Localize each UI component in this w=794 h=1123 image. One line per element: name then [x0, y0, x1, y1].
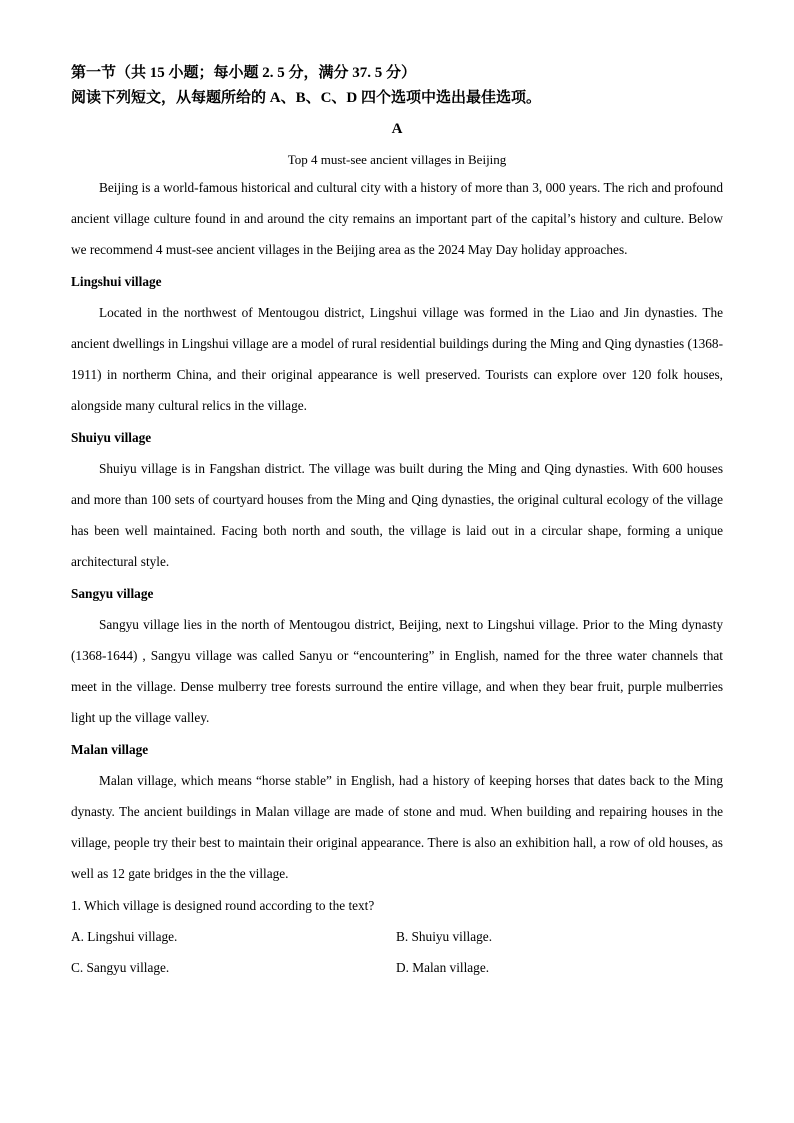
section-heading-malan: Malan village [71, 741, 149, 757]
section-text-sangyu: Sangyu village lies in the north of Mentougou district, Beijing, next to Lingshui village. Prior to the Ming dynasty (1368-1644) , Sangyu village was called Sanyu or “encountering” in English, named for the three water channels that meet in the village. Dense mulberry tree forests surround the entire village, and when they bear fruit, purple mulberries light up the village valley. [71, 616, 723, 726]
passage-title: Top 4 must-see ancient villages in Beijing [287, 152, 507, 167]
section-text-malan: Malan village, which means “horse stable” in English, had a history of keeping horses that dates back to the Ming dynasty. The ancient buildings in Malan village are made of stone and mud. When building and repairing houses in the village, people try their best to maintain their original appearance. There is also an exhibition hall, a row of old houses, as well as 12 gate bridges in the the village. [71, 772, 723, 882]
section-text-lingshui: Located in the northwest of Mentougou district, Lingshui village was formed in the Liao and Jin dynasties. The ancient dwellings in Lingshui village are a model of rural residential buildings during the Ming and Qing dynasties (1368-1911) in northerm China, and their original appearance is well preserved. Tourists can explore over 120 folk houses, alongside many cultural relics in the village. [71, 304, 723, 414]
instruction-text: 阅读下列短文，从每题所给的 A、B、C、D 四个选项中选出最佳选项。 [71, 90, 542, 106]
section-header: 第一节（共 15 小题；每小题 2. 5 分，满分 37. 5 分） [71, 65, 417, 81]
option-a: A. Lingshui village. [71, 928, 178, 944]
section-text-shuiyu: Shuiyu village is in Fangshan district. The village was built during the Ming and Qing dynasties. With 600 houses and more than 100 sets of courtyard houses from the Ming and Qing dynasties, the original cultural ecology of the village has been well maintained. Facing both north and south, the village is laid out in a circular shape, forming a unique architectural style. [71, 460, 723, 570]
section-heading-sangyu: Sangyu village [71, 585, 154, 601]
section-heading-shuiyu: Shuiyu village [71, 429, 152, 445]
answer-options [71, 921, 723, 983]
passage-label: A [391, 121, 403, 137]
question-stem: 1. Which village is designed round according to the text? [71, 897, 375, 913]
option-b: B. Shuiyu village. [396, 928, 493, 944]
section-heading-lingshui: Lingshui village [71, 273, 162, 289]
intro-paragraph: Beijing is a world-famous historical and cultural city with a history of more than 3, 000 years. The rich and profound ancient village culture found in and around the city remains an important part of the capital’s history and culture. Below we recommend 4 must-see ancient villages in the Beijing area as the 2024 May Day holiday approaches. [71, 180, 723, 258]
exam-page [71, 62, 723, 983]
option-d: D. Malan village. [396, 960, 490, 976]
option-c: C. Sangyu village. [71, 960, 170, 976]
